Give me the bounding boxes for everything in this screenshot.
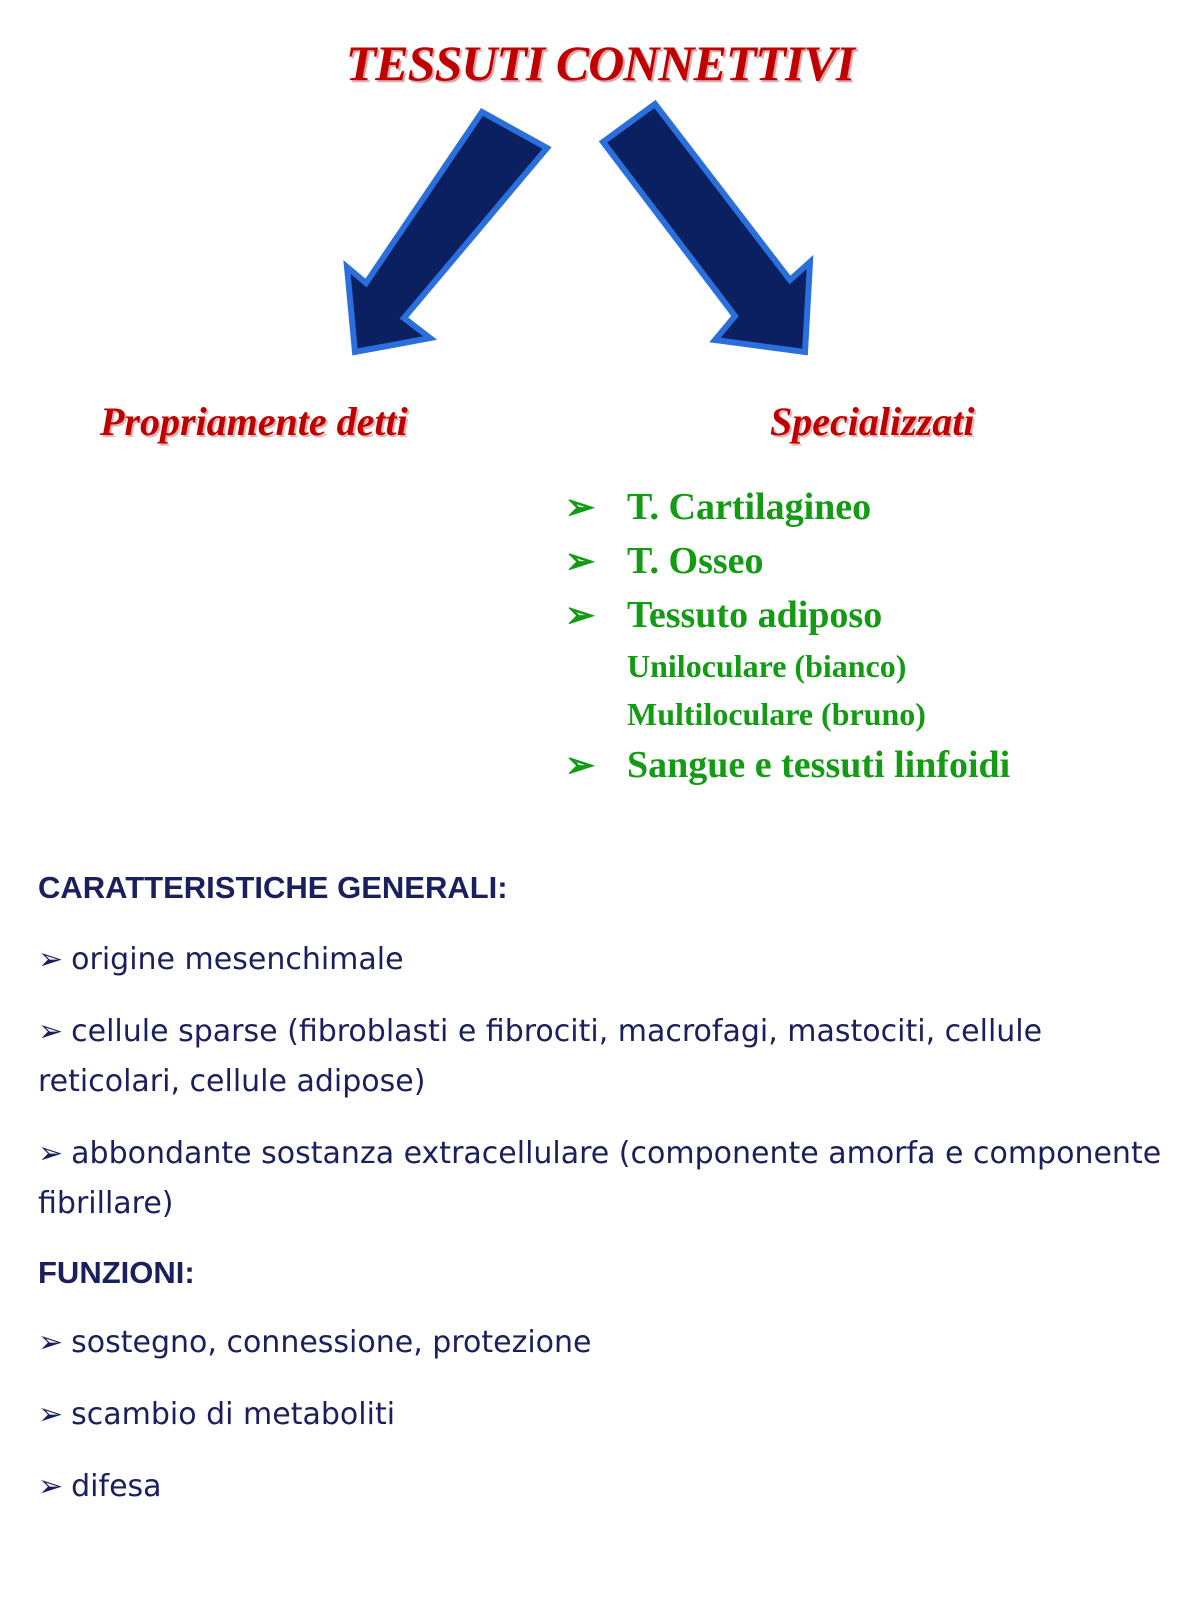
arrow-bullet-icon: ➢ — [38, 1469, 64, 1504]
branch-specializzati: Specializzati — [770, 399, 975, 444]
caratteristiche-item — [38, 1129, 1168, 1229]
spec-item-label: T. Osseo — [627, 540, 764, 582]
arrow-bullet-icon: ➢ — [38, 942, 64, 977]
spec-item — [565, 534, 1010, 588]
spec-item — [565, 480, 1010, 534]
branch-arrows — [0, 0, 1200, 380]
funzioni-item-text: scambio di metaboliti — [71, 1397, 396, 1432]
funzioni-item-text: sostegno, connessione, protezione — [71, 1325, 592, 1360]
right-arrow-icon — [603, 104, 810, 352]
funzioni-heading: FUNZIONI: — [38, 1255, 195, 1290]
left-arrow-icon — [347, 112, 547, 352]
arrow-bullet-icon: ➢ — [38, 1325, 64, 1360]
caratteristiche-item-text: abbondante sostanza extracellulare (componente amorfa e componente fibrillare) — [38, 1136, 1162, 1221]
funzioni-item — [38, 1462, 1168, 1512]
spec-sub-item: Uniloculare (bianco) — [627, 648, 907, 684]
arrow-bullet-icon: ➢ — [38, 1397, 64, 1432]
page-title: TESSUTI CONNETTIVI — [345, 35, 855, 91]
funzioni-item — [38, 1318, 1168, 1368]
spec-sub-item: Multiloculare (bruno) — [627, 696, 926, 732]
caratteristiche-item — [38, 935, 1168, 985]
spec-item — [565, 738, 1010, 792]
arrow-bullet-icon: ➢ — [565, 595, 596, 635]
spec-item-label: Tessuto adiposo — [627, 594, 883, 636]
arrow-bullet-icon: ➢ — [38, 1136, 64, 1171]
arrow-bullet-icon: ➢ — [38, 1014, 64, 1049]
arrow-bullet-icon: ➢ — [565, 541, 596, 581]
funzioni-item-text: difesa — [71, 1469, 162, 1504]
arrow-bullet-icon: ➢ — [565, 745, 596, 785]
caratteristiche-item-text: origine mesenchimale — [71, 942, 404, 977]
funzioni-item — [38, 1390, 1168, 1440]
spec-item-label: Sangue e tessuti linfoidi — [627, 744, 1011, 786]
caratteristiche-item — [38, 1007, 1168, 1107]
spec-item-label: T. Cartilagineo — [627, 486, 872, 528]
specializzati-list — [565, 480, 1010, 792]
spec-item — [565, 588, 1010, 642]
caratteristiche-heading: CARATTERISTICHE GENERALI: — [38, 870, 508, 905]
caratteristiche-item-text: cellule sparse (fibroblasti e fibrociti, macrofagi, mastociti, cellule reticolari, cellule adipose) — [38, 1014, 1043, 1099]
branch-propriamente-detti: Propriamente detti — [100, 399, 408, 444]
arrow-bullet-icon: ➢ — [565, 487, 596, 527]
